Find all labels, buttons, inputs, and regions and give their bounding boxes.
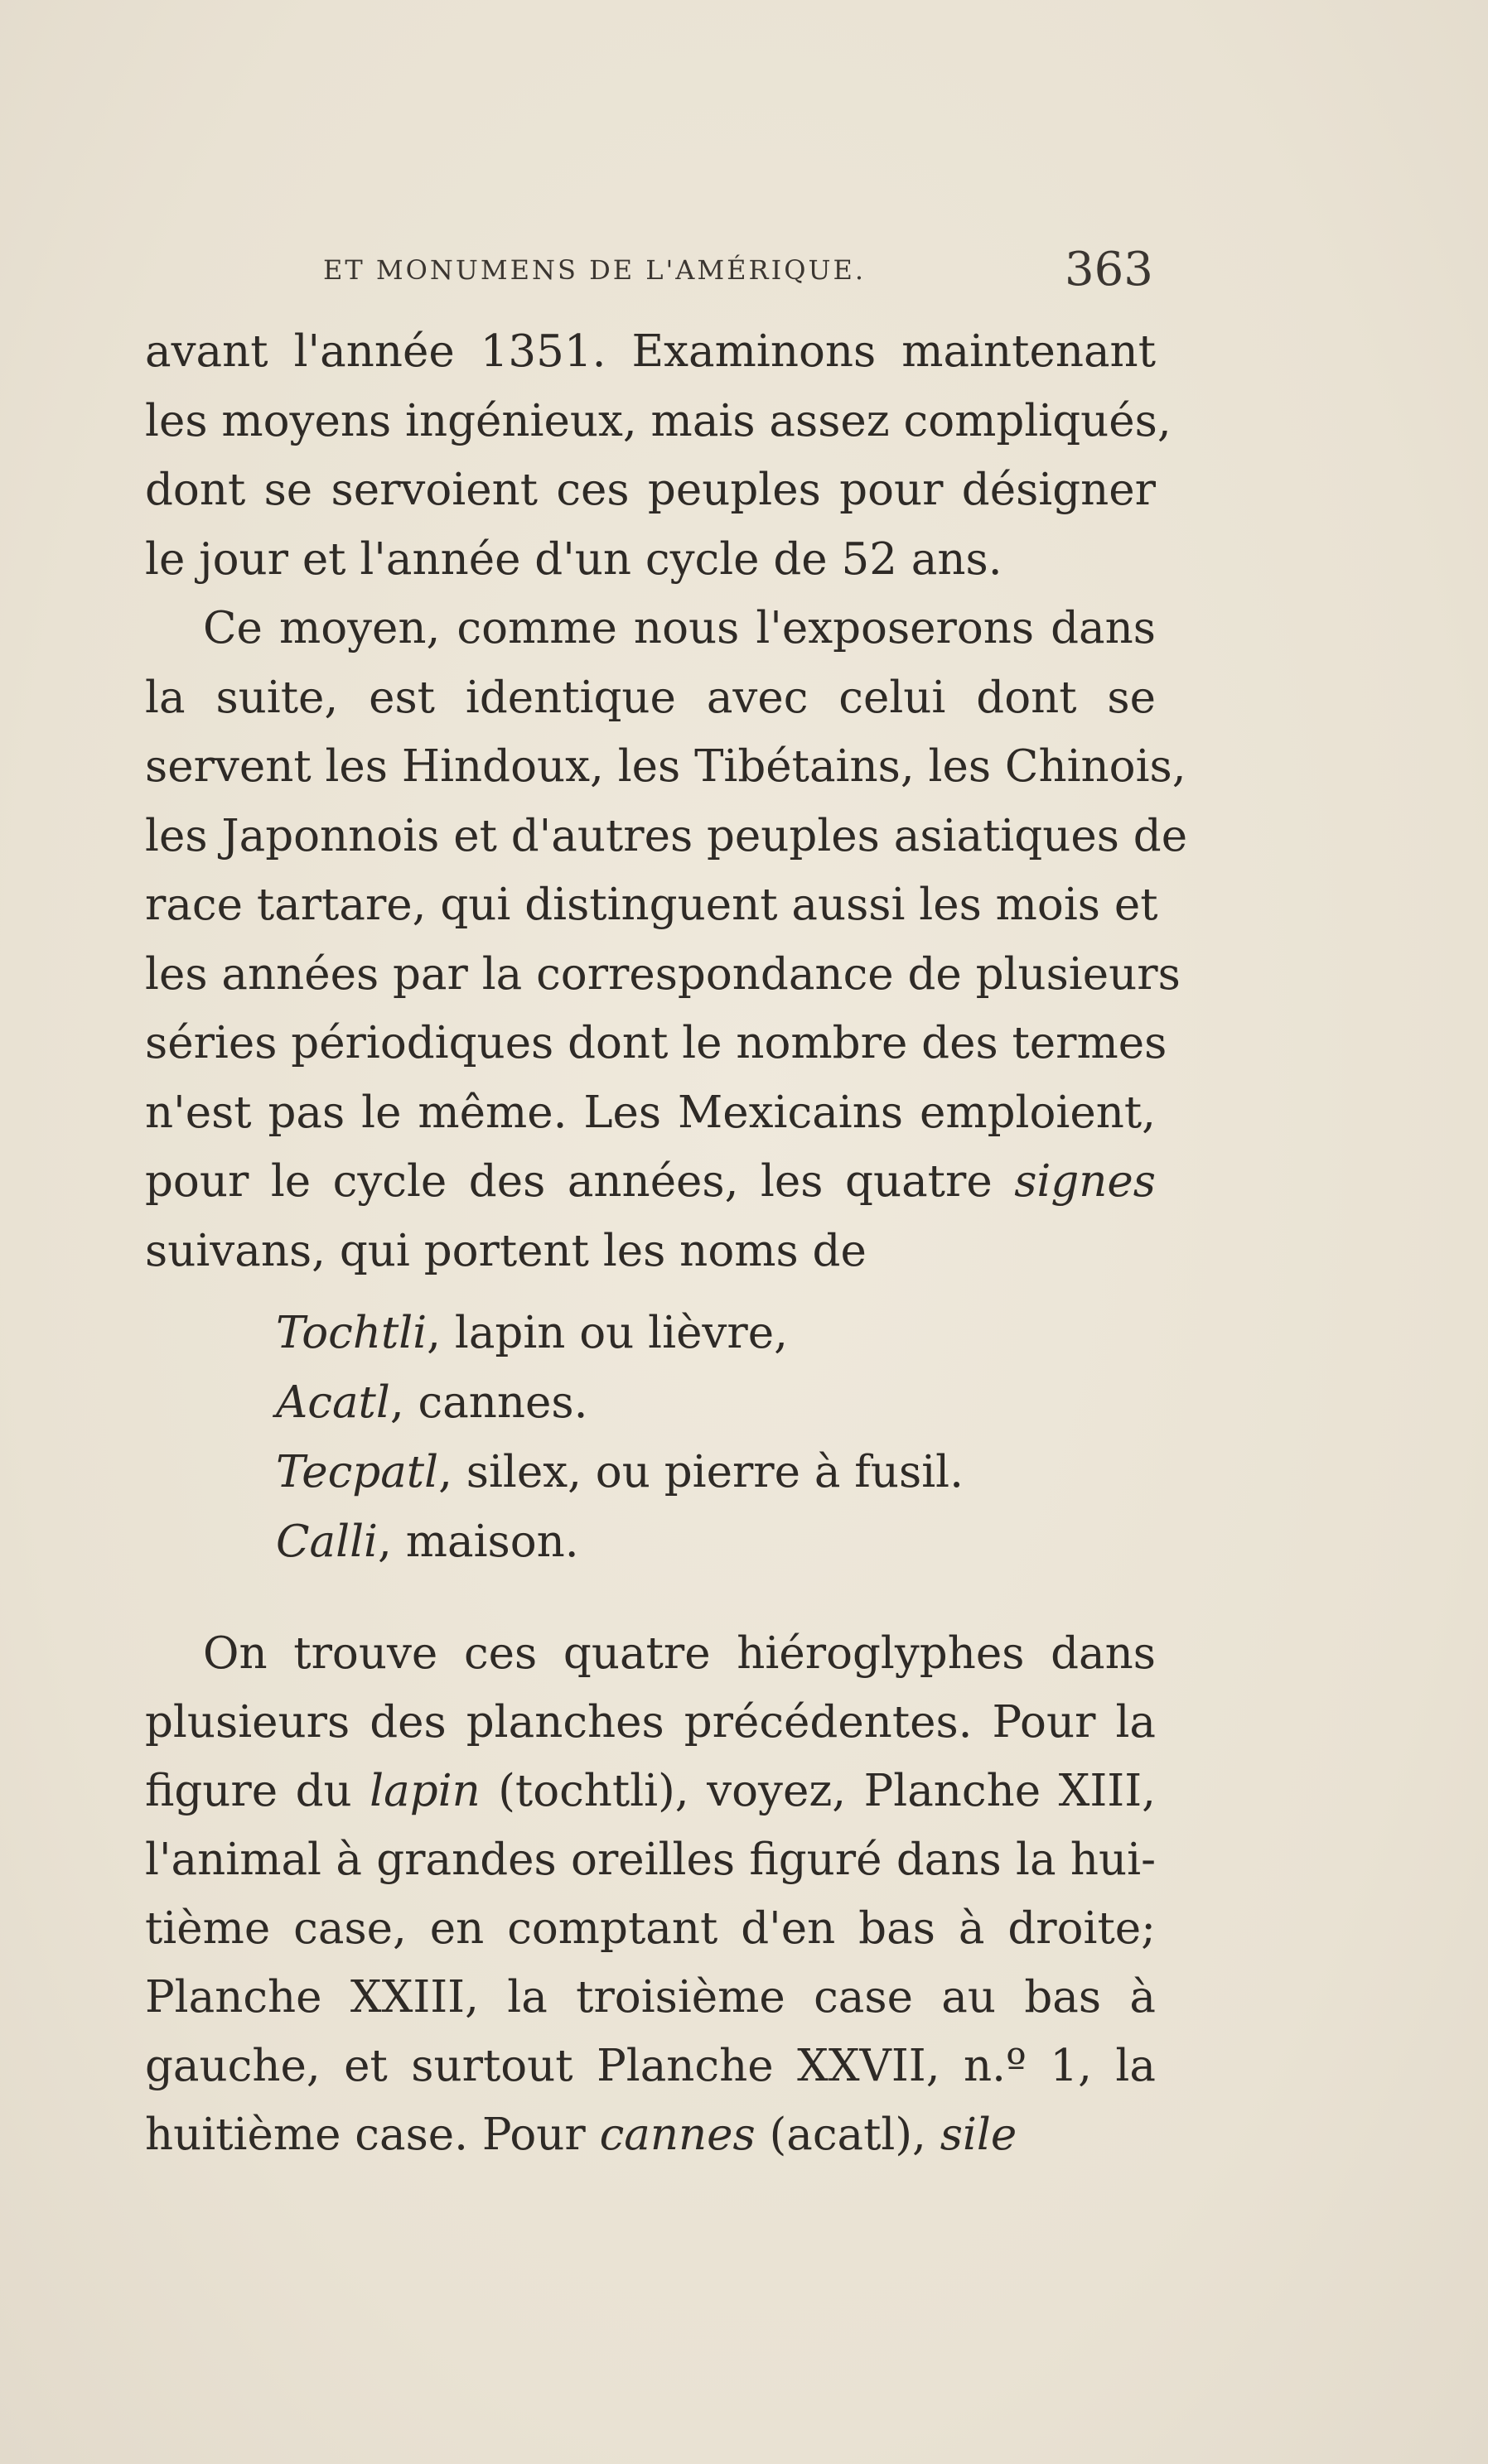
- sign-entry: [276, 1368, 964, 1438]
- text-line: gauche, et surtout Planche XXVII, n.º 1, la: [145, 2041, 1156, 2091]
- italic-word: cannes: [599, 2110, 756, 2160]
- sign-meaning: , cannes.: [389, 1377, 588, 1428]
- text-line: le jour et l'année d'un cycle de 52 ans.: [145, 533, 1002, 585]
- text-line: tième case, en comptant d'en bas à droite;: [145, 1903, 1156, 1954]
- sign-name: Acatl: [276, 1377, 390, 1428]
- text-segment: figure du: [145, 1766, 370, 1816]
- sign-name: Tochtli: [276, 1308, 428, 1358]
- sign-meaning: , silex, ou pierre à fusil.: [438, 1447, 964, 1497]
- sign-entry: [276, 1299, 964, 1368]
- page-number: 363: [1065, 243, 1153, 297]
- text-line: les moyens ingénieux, mais assez compliqués,: [145, 395, 1172, 446]
- text-line: avant l'année 1351. Examinons maintenant: [145, 326, 1156, 377]
- text-line: [145, 1757, 1156, 1825]
- text-segment: pour le cycle des années, les quatre: [145, 1156, 993, 1207]
- text-line: les années par la correspondance de plusieurs: [145, 948, 1181, 1000]
- text-line: suivans, qui portent les noms de: [145, 1225, 867, 1276]
- sign-entry: [276, 1507, 964, 1577]
- text-line: servent les Hindoux, les Tibétains, les Chinois,: [145, 741, 1186, 792]
- text-line: dont se servoient ces peuples pour désigner: [145, 465, 1156, 515]
- text-line: On trouve ces quatre hiéroglyphes dans: [203, 1628, 1156, 1679]
- text-line: la suite, est identique avec celui dont se: [145, 672, 1156, 723]
- page-header: [0, 243, 1488, 301]
- text-segment: huitième case. Pour: [145, 2110, 600, 2160]
- text-line: l'animal à grandes oreilles figuré dans la hui-: [145, 1835, 1156, 1885]
- sign-name: Tecpatl: [276, 1447, 439, 1497]
- text-line: [145, 1147, 1156, 1217]
- text-line: les Japonnois et d'autres peuples asiatiques de: [145, 810, 1188, 861]
- sign-entry: [276, 1438, 964, 1507]
- italic-word: lapin: [370, 1766, 481, 1816]
- sign-meaning: , maison.: [378, 1516, 579, 1567]
- signs-list: [276, 1299, 964, 1577]
- text-line: [145, 2100, 1156, 2169]
- running-head: ET MONUMENS DE L'AMÉRIQUE.: [323, 254, 866, 286]
- body-text: [145, 317, 1188, 1285]
- text-line: Planche XXIII, la troisième case au bas à: [145, 1972, 1156, 2023]
- italic-word: sile: [940, 2110, 1017, 2160]
- text-segment: (tochtli), voyez, Planche XIII,: [480, 1766, 1156, 1816]
- text-segment: (acatl),: [755, 2110, 940, 2160]
- sign-meaning: , lapin ou lièvre,: [427, 1308, 788, 1358]
- text-line: plusieurs des planches précédentes. Pour la: [145, 1697, 1156, 1748]
- text-line: Ce moyen, comme nous l'exposerons dans: [203, 603, 1156, 653]
- italic-word: signes: [1014, 1156, 1156, 1207]
- text-line: race tartare, qui distinguent aussi les mois et: [145, 880, 1158, 930]
- text-line: séries périodiques dont le nombre des termes: [145, 1018, 1167, 1068]
- text-line: n'est pas le même. Les Mexicains emploient,: [145, 1087, 1156, 1138]
- sign-name: Calli: [276, 1516, 379, 1567]
- body-text-continued: [145, 1619, 1156, 2169]
